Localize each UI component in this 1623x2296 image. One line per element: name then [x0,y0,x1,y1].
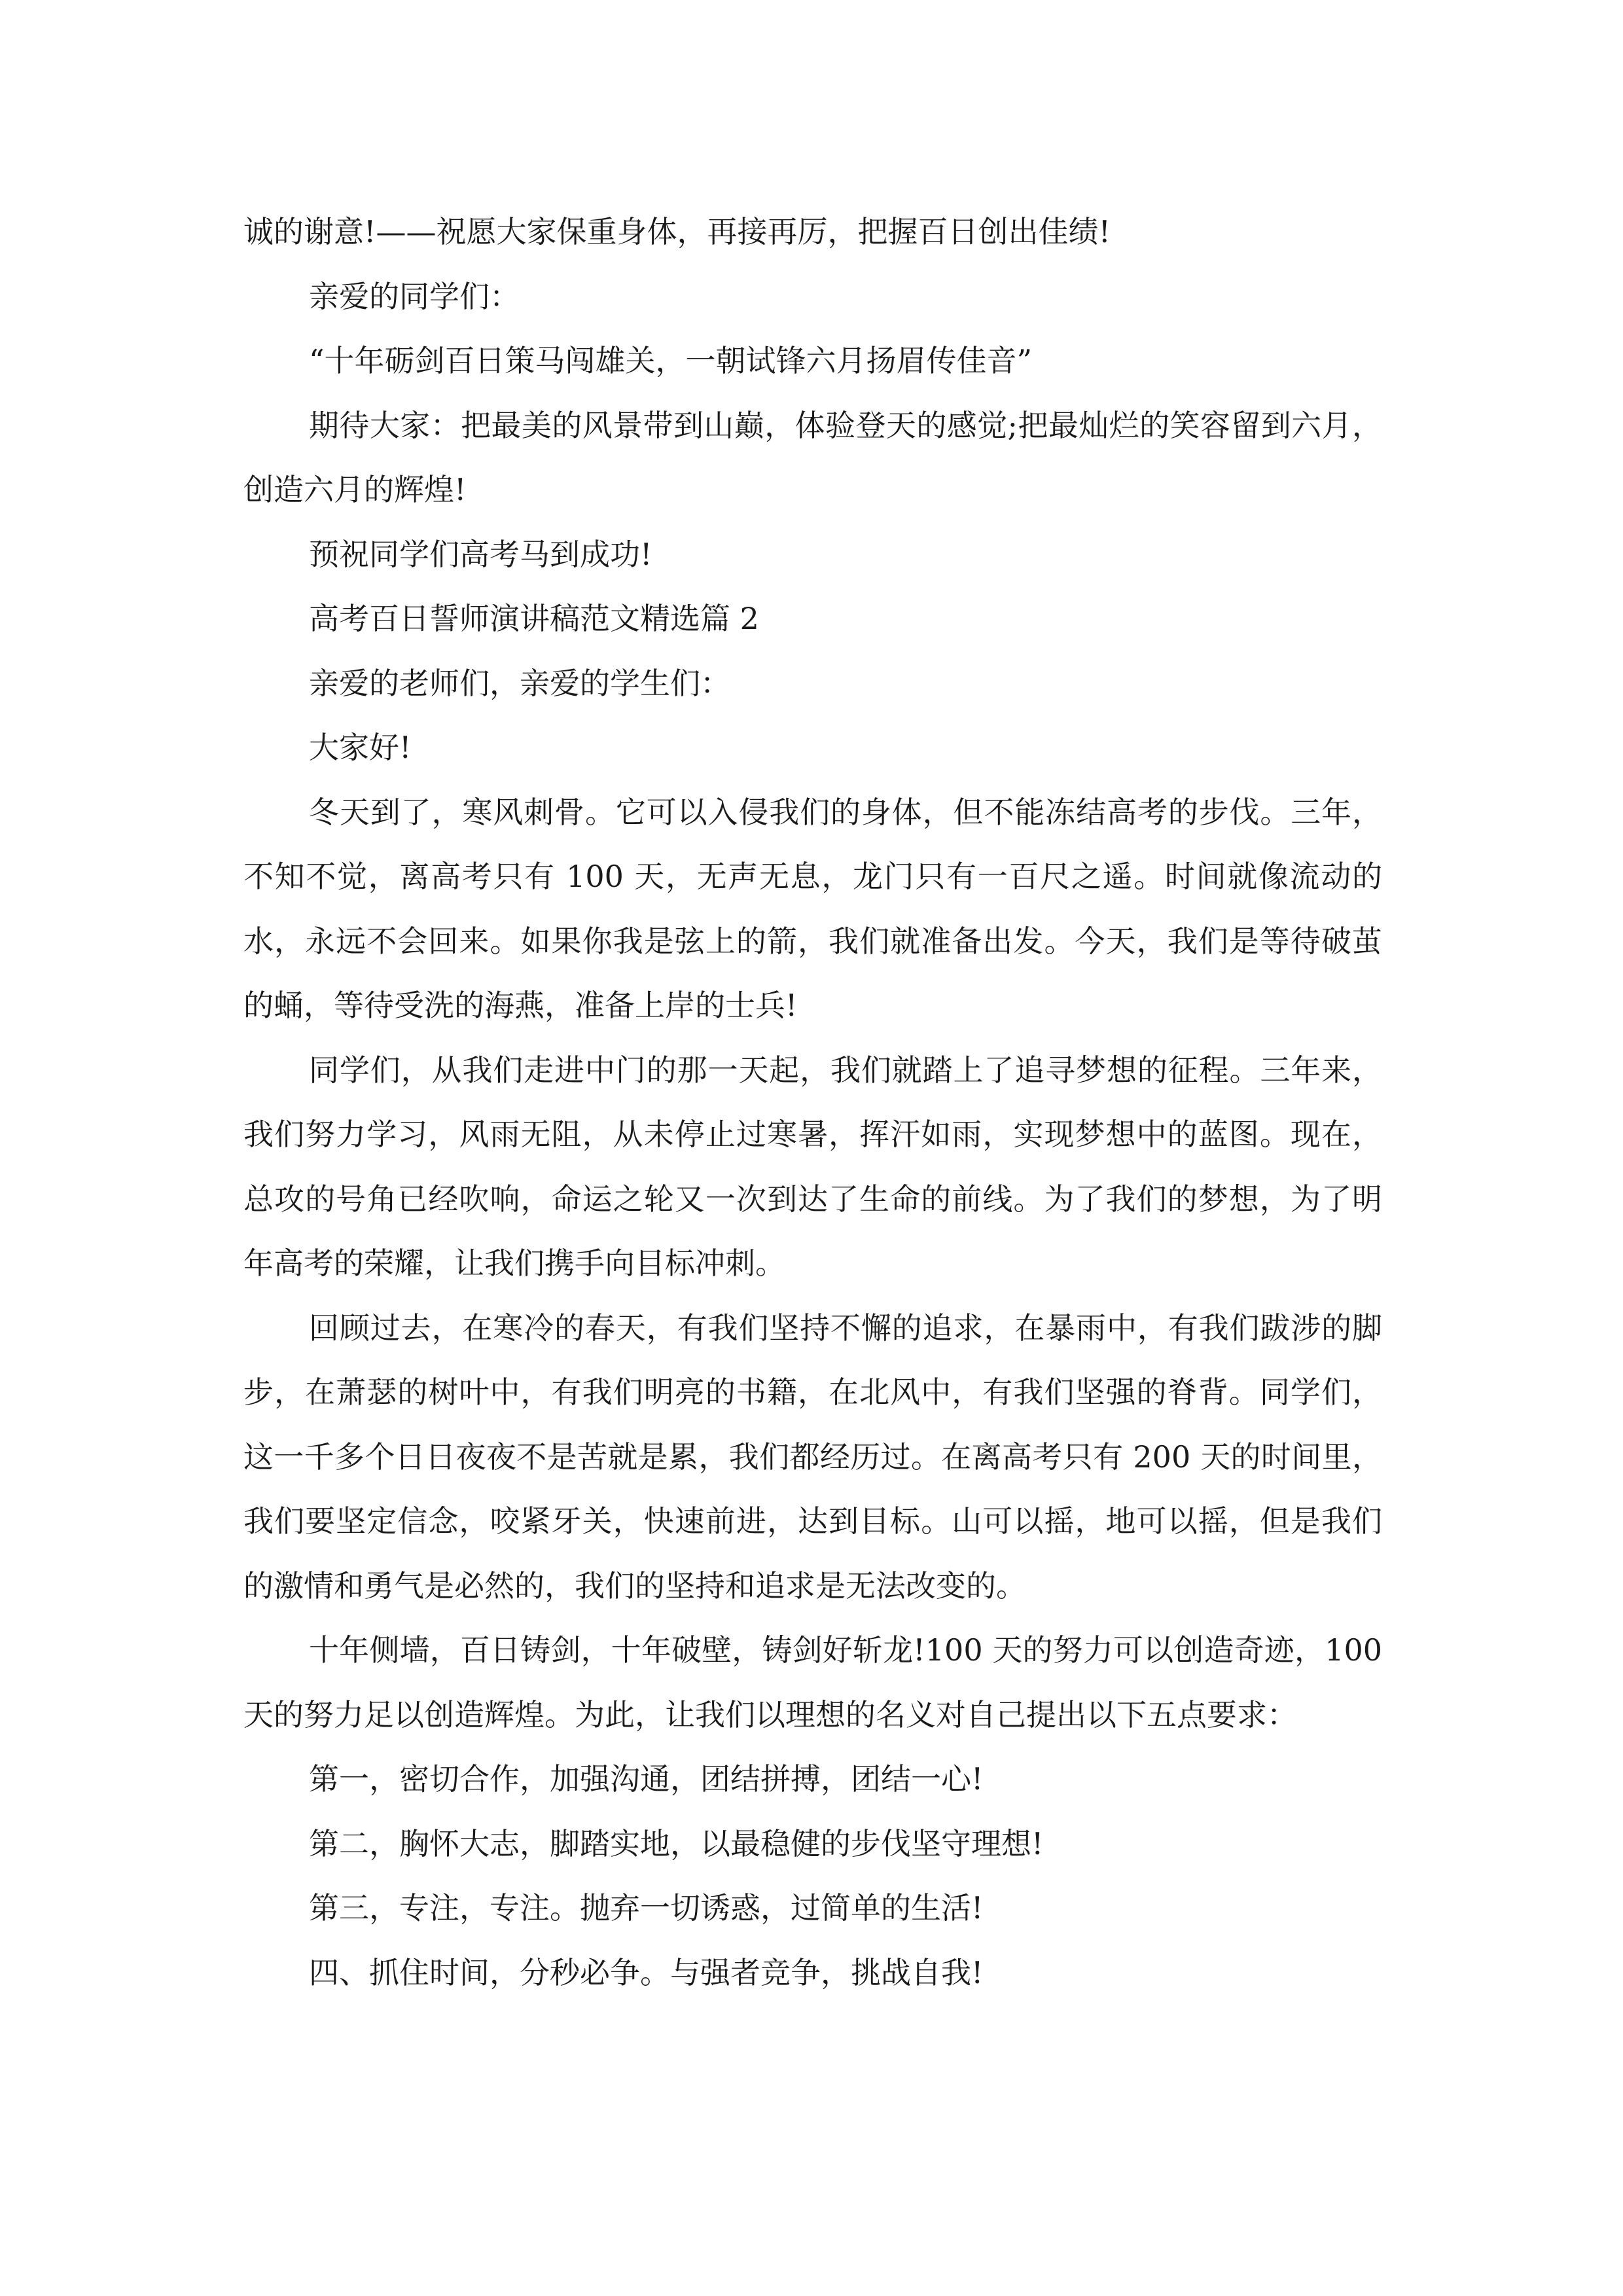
list-item-first: 第一，密切合作，加强沟通，团结拼搏，团结一心! [309,1761,984,1797]
list-item-fourth: 四、抓住时间，分秒必争。与强者竞争，挑战自我! [309,1954,984,1990]
body-text [243,200,1382,2005]
paragraph-salutation-teachers: 亲爱的老师们，亲爱的学生们： [309,665,730,701]
paragraph-winter: 冬天到了，寒风刺骨。它可以入侵我们的身体，但不能冻结高考的步伐。三年，不知不觉，离高考只有 100 天，无声无息，龙门只有一百尺之遥。时间就像流动的水，永远不会回来。如果你我是弦上的箭，我们就准备出发。今天，我们是等待破茧的蛹，等待受洗的海燕，准备上岸的士兵! [243,794,1382,1023]
paragraph-review: 回顾过去，在寒冷的春天，有我们坚持不懈的追求，在暴雨中，有我们跋涉的脚步，在萧瑟的树叶中，有我们明亮的书籍，在北风中，有我们坚强的脊背。同学们，这一千多个日日夜夜不是苦就是累，我们都经历过。在离高考只有 200 天的时间里，我们要坚定信念，咬紧牙关，快速前进，达到目标。山可以摇，地可以摇，但是我们的激情和勇气是必然的，我们的坚持和追求是无法改变的。 [243,1310,1382,1604]
paragraph-wish-success: 预祝同学们高考马到成功! [309,536,652,572]
list-item-third: 第三，专注，专注。抛弃一切诱惑，过简单的生活! [309,1890,984,1926]
paragraph-motto-quote: “十年砺剑百日策马闯雄关，一朝试锋六月扬眉传佳音” [309,343,1033,378]
paragraph-journey: 同学们，从我们走进中门的那一天起，我们就踏上了追寻梦想的征程。三年来，我们努力学习，风雨无阻，从未停止过寒暑，挥汗如雨，实现梦想中的蓝图。现在，总攻的号角已经吹响，命运之轮又一次到达了生命的前线。为了我们的梦想，为了明年高考的荣耀，让我们携手向目标冲刺。 [243,1052,1382,1281]
paragraph-closing-thanks: 诚的谢意!——祝愿大家保重身体，再接再厉，把握百日创出佳绩! [243,214,1111,249]
list-item-second: 第二，胸怀大志，脚踏实地，以最稳健的步伐坚守理想! [309,1825,1044,1861]
section-heading: 高考百日誓师演讲稿范文精选篇 2 [309,601,759,636]
paragraph-greeting: 大家好! [309,730,412,765]
paragraph-requirements-intro: 十年侧墙，百日铸剑，十年破壁，铸剑好斩龙!100 天的努力可以创造奇迹，100 天的努力足以创造辉煌。为此，让我们以理想的名义对自己提出以下五点要求： [243,1632,1382,1732]
paragraph-expectation: 期待大家：把最美的风景带到山巅，体验登天的感觉;把最灿烂的笑容留到六月，创造六月的辉煌! [243,407,1382,507]
paragraph-salutation-students: 亲爱的同学们： [309,278,520,314]
